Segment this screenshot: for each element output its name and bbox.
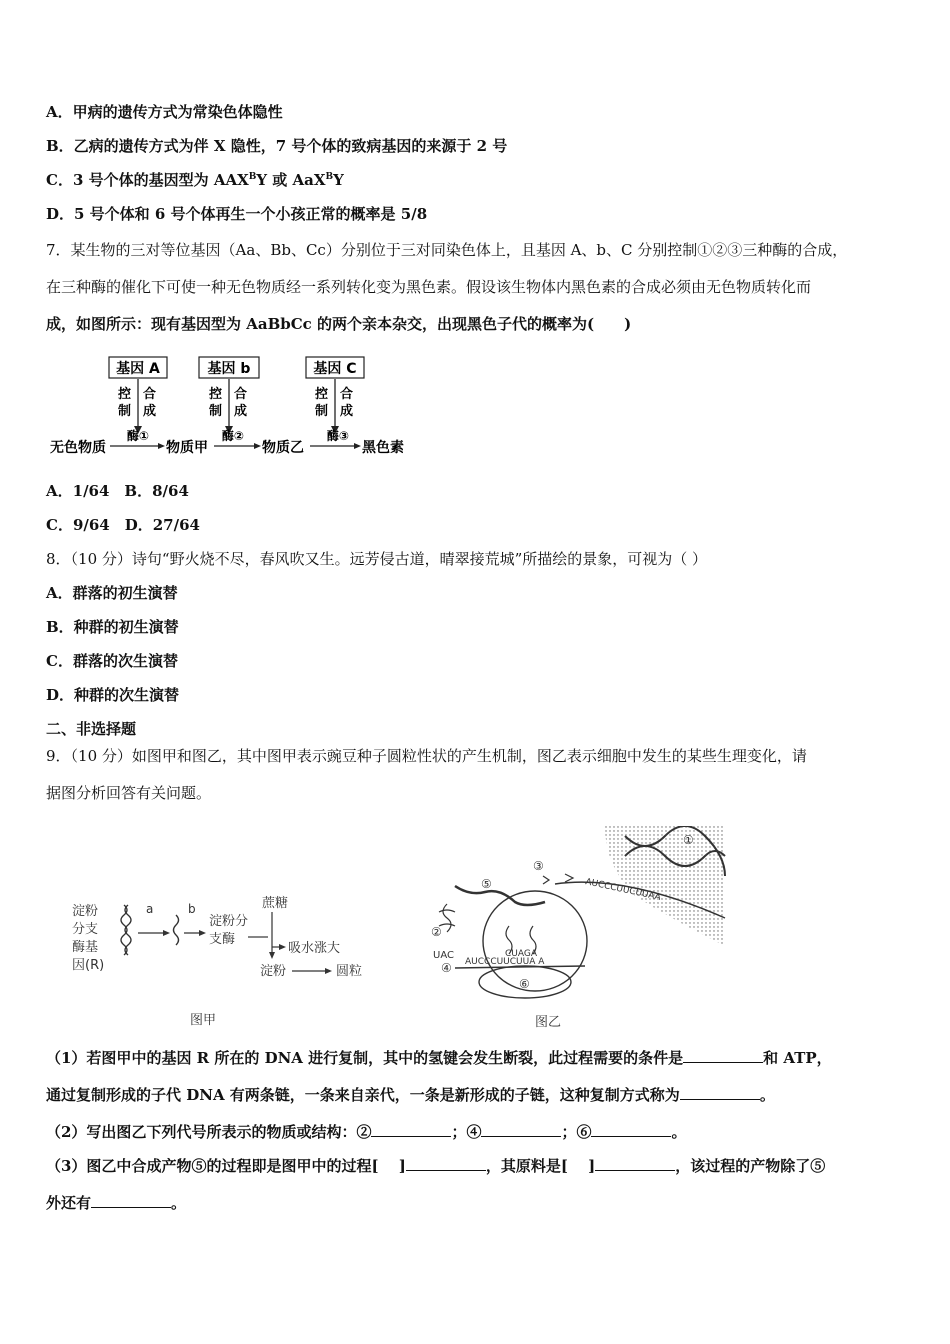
reaction-arrow-3-head — [354, 443, 361, 449]
reaction-arrow-1-head — [158, 443, 165, 449]
figure-yi-caption: 图乙 — [535, 1015, 562, 1030]
q6-option-d: D．5 号个体和 6 号个体再生一个小孩正常的概率是 5/8 — [46, 205, 428, 223]
gene-c-label: 基因 C — [313, 361, 357, 377]
arrow-water-head — [279, 944, 286, 950]
q8-option-b: B．种群的初生演替 — [46, 618, 179, 636]
answer-blank-4[interactable] — [481, 1122, 561, 1137]
q8-stem: 8．（10 分）诗句“野火烧不尽，春风吹又生。远芳侵古道，晴翠接荒城”所描绘的景象，可视为（ ） — [46, 550, 708, 568]
q7-options-ab: A．1/64 B．8/64 — [46, 482, 189, 500]
q9-sub2-text-d: 。 — [671, 1123, 687, 1141]
synth-2-bottom: 成 — [234, 404, 248, 419]
q6-c-mid: Y 或 AaX — [256, 171, 326, 189]
ribosome-large-subunit — [483, 891, 587, 991]
answer-blank-other-product[interactable] — [91, 1193, 171, 1208]
gene-label-line1: 淀粉 — [72, 904, 99, 919]
answer-blank-2[interactable] — [371, 1122, 451, 1137]
control-3-top: 控 — [315, 387, 329, 402]
q9-sub1-line1 — [46, 1047, 832, 1069]
q6-option-b: B．乙病的遗传方式为伴 X 隐性，7 号个体的致病基因的来源于 2 号 — [46, 137, 508, 155]
q9-sub2-text-c: ；⑥ — [561, 1123, 592, 1141]
control-1-bottom: 制 — [118, 404, 132, 419]
amino-acid-extra — [565, 874, 573, 882]
label-6: ⑥ — [519, 977, 530, 991]
process-a-label: a — [146, 902, 154, 916]
figure-yi — [425, 826, 735, 1036]
substance-jia: 物质甲 — [166, 440, 208, 456]
q9-sub3-text-b: ，其原料是[ ] — [485, 1157, 596, 1175]
q6-c-sup2: B — [325, 172, 334, 182]
enzyme-label-line2: 支酶 — [209, 932, 236, 947]
control-1-top: 控 — [118, 387, 132, 402]
q8-option-c: C．群落的次生演替 — [46, 652, 178, 670]
synth-1-bottom: 成 — [143, 404, 157, 419]
q8-option-d: D．种群的次生演替 — [46, 686, 180, 704]
gene-label-line3: 酶基 — [72, 940, 99, 955]
sequence-top: AUCCCUUCUUAA — [584, 877, 662, 903]
substance-melanin: 黑色素 — [362, 440, 404, 456]
substance-colorless: 无色物质 — [50, 440, 106, 456]
q7-pathway-diagram — [46, 348, 426, 460]
q9-sub3-text-c: ，该过程的产物除了⑤ — [675, 1157, 826, 1175]
enzyme-1-label: 酶① — [126, 429, 150, 443]
q9-sub1-text-a: （1）若图甲中的基因 R 所在的 DNA 进行复制，其中的氢键会发生断裂，此过程需要的条件是 — [46, 1049, 684, 1067]
q9-sub2-line — [46, 1121, 687, 1143]
gene-label-line2: 分支 — [72, 922, 99, 937]
q9-sub3-line2 — [46, 1192, 186, 1214]
q9-sub2-text-a: （2）写出图乙下列代号所表示的物质或结构：② — [46, 1123, 372, 1141]
sucrose-label: 蔗糖 — [262, 896, 289, 911]
water-swell-label: 吸水涨大 — [288, 941, 341, 956]
dna-helix-strand2 — [125, 905, 131, 955]
label-3: ③ — [533, 859, 544, 873]
synth-1-top: 合 — [143, 387, 157, 402]
q7-stem-line3: 成，如图所示：现有基因型为 AaBbCc 的两个亲本杂交，出现黑色子代的概率为( ) — [46, 315, 632, 333]
label-4: ④ — [441, 961, 452, 975]
answer-blank-process[interactable] — [406, 1156, 486, 1171]
answer-blank-raw-material[interactable] — [595, 1156, 675, 1171]
label-1: ① — [683, 833, 694, 847]
q9-sub3-text-d: 外还有 — [46, 1194, 92, 1212]
q7-stem-line2: 在三种酶的催化下可使一种无色物质经一系列转化变为黑色素。假设该生物体内黑色素的合成必须由无色物质转化而 — [46, 278, 812, 296]
round-grain-label: 圆粒 — [336, 964, 363, 979]
q6-option-c — [46, 169, 344, 191]
section-heading-nonchoice: 二、非选择题 — [46, 720, 137, 738]
q9-sub1-text-b: 和 ATP， — [763, 1049, 832, 1067]
gene-label-line4: 因(R) — [72, 958, 105, 973]
synth-2-top: 合 — [234, 387, 248, 402]
arrow-b-head — [199, 930, 206, 936]
arrow-down-head — [269, 952, 275, 959]
gene-a-label: 基因 A — [116, 361, 160, 377]
answer-blank-condition[interactable] — [683, 1048, 763, 1063]
figure-jia — [66, 885, 406, 1035]
arrow-a-head — [163, 930, 170, 936]
sequence-bottom: AUCCCUUCUUA A — [465, 957, 545, 967]
gene-b-label: 基因 b — [207, 361, 251, 377]
q9-stem-line1: 9．（10 分）如图甲和图乙，其中图甲表示豌豆种子圆粒性状的产生机制，图乙表示细胞中发生的某些生理变化，请 — [46, 747, 807, 765]
label-5: ⑤ — [481, 877, 492, 891]
q9-sub1-text-c: 通过复制形成的子代 DNA 有两条链，一条来自亲代，一条是新形成的子链，这种复制方式称为 — [46, 1086, 680, 1104]
polypeptide-chain — [455, 886, 545, 905]
control-2-bottom: 制 — [209, 404, 223, 419]
q6-c-sup1: B — [248, 172, 257, 182]
starch-label: 淀粉 — [260, 964, 287, 979]
process-b-label: b — [188, 902, 196, 916]
q9-sub3-text-a: （3）图乙中合成产物⑤的过程即是图甲中的过程[ ] — [46, 1157, 406, 1175]
mrna-strand — [174, 915, 179, 945]
q8-option-a: A．群落的初生演替 — [46, 584, 178, 602]
q6-option-a: A．甲病的遗传方式为常染色体隐性 — [46, 103, 283, 121]
arrow-round-head — [325, 968, 332, 974]
enzyme-label-line1: 淀粉分 — [209, 914, 249, 929]
reaction-arrow-2-head — [254, 443, 261, 449]
answer-blank-replication-mode[interactable] — [680, 1085, 760, 1100]
amino-acid-3 — [543, 876, 549, 884]
q9-sub1-text-d: 。 — [759, 1086, 775, 1104]
codon-label: CUAGA — [505, 949, 538, 959]
q9-sub3-line1 — [46, 1155, 825, 1177]
label-2: ② — [431, 925, 442, 939]
q7-stem-line1: 7．某生物的三对等位基因（Aa、Bb、Cc）分别位于三对同染色体上，且基因 A、b、C 分别控制①②③三种酶的合成， — [46, 241, 848, 259]
control-3-bottom: 制 — [315, 404, 329, 419]
synth-3-bottom: 成 — [340, 404, 354, 419]
enzyme-2-label: 酶② — [221, 429, 245, 443]
q9-sub2-text-b: ；④ — [451, 1123, 482, 1141]
control-2-top: 控 — [209, 387, 223, 402]
synth-3-top: 合 — [340, 387, 354, 402]
q9-sub3-text-e: 。 — [171, 1194, 187, 1212]
q6-c-pre: C．3 号个体的基因型为 AAX — [46, 171, 249, 189]
answer-blank-6[interactable] — [591, 1122, 671, 1137]
q7-options-cd: C．9/64 D．27/64 — [46, 516, 200, 534]
q9-stem-line2: 据图分析回答有关问题。 — [46, 784, 212, 802]
q6-c-post: Y — [333, 171, 344, 189]
substance-yi: 物质乙 — [262, 440, 304, 456]
enzyme-3-label: 酶③ — [326, 429, 350, 443]
anticodon-label: UAC — [433, 950, 454, 961]
figure-jia-caption: 图甲 — [190, 1013, 217, 1028]
q9-sub1-line2 — [46, 1084, 775, 1106]
